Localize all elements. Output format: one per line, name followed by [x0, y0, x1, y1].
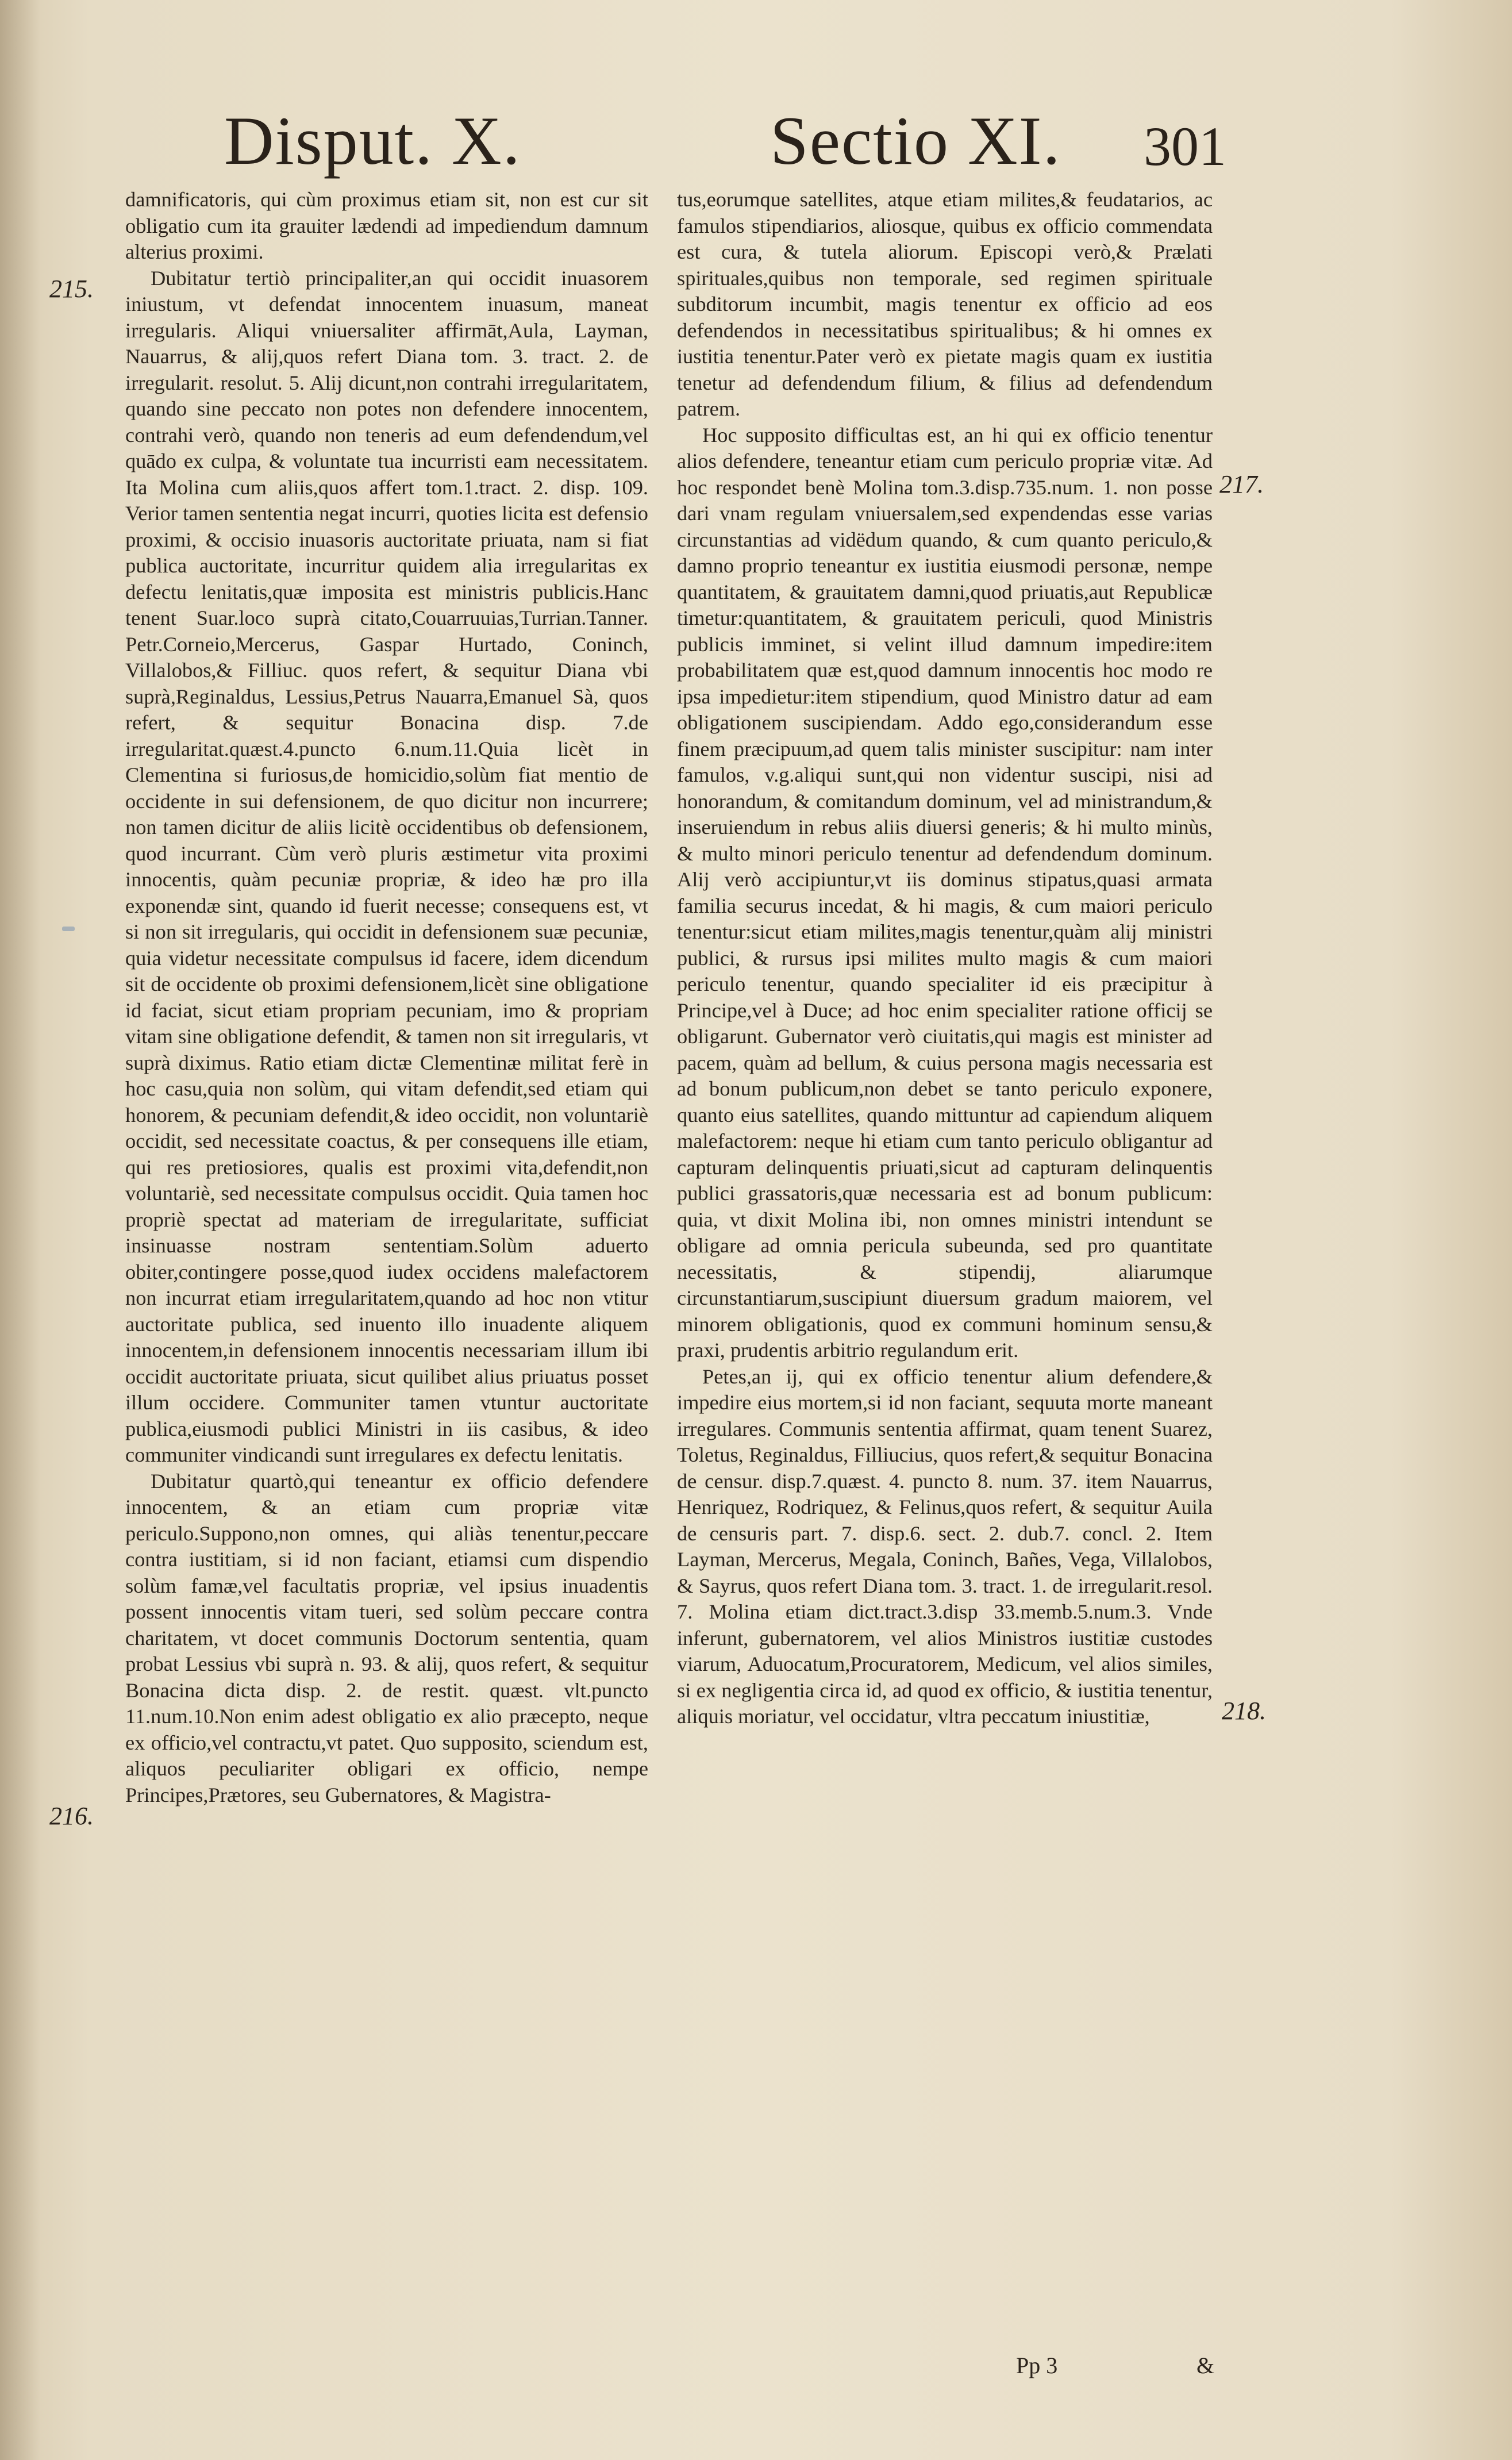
running-header	[0, 98, 1512, 190]
margin-number-216: 216.	[49, 1802, 94, 1830]
header-disputation: Disput. X.	[224, 102, 521, 179]
gutter-shadow	[0, 0, 40, 2460]
margin-number-215: 215.	[49, 275, 94, 303]
margin-number-218: 218.	[1222, 1697, 1266, 1725]
left-column	[125, 187, 648, 1808]
paragraph-continuation: damnificatoris, qui cùm proximus etiam sit, non est cur sit obligatio cum ita grauiter lædendi ad impediendum damnum alterius proximi.	[125, 188, 648, 263]
margin-pencil-mark	[62, 927, 75, 931]
catchword: &	[1196, 2353, 1215, 2378]
signature-mark: Pp 3	[1016, 2353, 1058, 2378]
right-column	[677, 187, 1213, 1730]
margin-number-217: 217.	[1219, 470, 1264, 498]
header-section: Sectio XI.	[770, 102, 1061, 179]
paragraph-218: Petes,an ij, qui ex officio tenentur alium defendere,& impedire eius mortem,si id non faciant, sequuta morte maneant irregulares. Communis sententia affirmat, quam tenent Suarez, Toletus, Reginaldus, Filliucius, quos refert,& sequitur Bonacina de censur. disp.7.quæst. 4. puncto 8. num. 37. item Nauarrus, Henriquez, Rodriquez, & Felinus,quos refert, & sequitur Auila de censuris part. 7. disp.6. sect. 2. dub.7. concl. 2. Item Layman, Mercerus, Megala, Coninch, Bañes, Vega, Villalobos, & Sayrus, quos refert Diana tom. 3. tract. 1. de irregularit.resol. 7. Molina etiam dict.tract.3.disp 33.memb.5.num.3. Vnde inferunt, gubernatorem, vel alios Ministros iustitiæ custodes viarum, Aduocatum,Procuratorem, Medicum, vel alios similes, si ex negligentia circa id, ad quod ex officio, & iustitia tenentur, aliquis moriatur, vel occidatur, vltra peccatum iniustitiæ,	[677, 1364, 1213, 1728]
paragraph-215: Dubitatur tertiò principaliter,an qui occidit inuasorem iniustum, vt defendat innocentem inuasum, maneat irregularis. Aliqui vniuersaliter affirmāt,Aula, Layman, Nauarrus, & alij,quos refert Diana tom. 3. tract. 2. de irregularit. resolut. 5. Alij dicunt,non contrahi irregularitatem, quando sine peccato non potes non defendere innocentem, contrahi verò, quando non teneris ad eum defendendum,vel quādo ex culpa, & voluntate tua incurristi eam necessitatem. Ita Molina cum aliis,quos affert tom.1.tract. 2. disp. 109. Verior tamen sententia negat incurri, quoties licita est defensio proximi, & occisio inuasoris auctoritate priuata, nam si fiat publica auctoritate, incurritur quidem alia irregularitas ex defectu lenitatis,quæ imposita est ministris publicis.Hanc tenent Suar.loco suprà citato,Couarruuias,Turrian.Tanner. Petr.Corneio,Mercerus, Gaspar Hurtado, Coninch, Villalobos,& Filliuc. quos refert, & sequitur Diana vbi suprà,Reginaldus, Lessius,Petrus Nauarra,Emanuel Sà, quos refert, & sequitur Bonacina disp. 7.de irregularitat.quæst.4.puncto 6.num.11.Quia licèt in Clementina si furiosus,de homicidio,solùm fiat mentio de occidente in sui defensionem, de quo dicitur non incurrere; non tamen dicitur de aliis licitè occidentibus ob defensionem, quod incurrant. Cùm verò pluris æstimetur vita proximi innocentis, quàm pecuniæ propriæ, & ideo hæ pro illa exponendæ sint, quando id fuerit necesse; consequens est, vt si non sit irregularis, qui occidit in defensionem suæ pecuniæ, quia videtur necessitate compulsus id facere, idem dicendum sit de occidente ob proximi defensionem,licèt sine obligatione id faciat, sicut etiam propriam pecuniam, imo & propriam vitam sine obligatione defendit, & tamen non sit irregularis, vt suprà diximus. Ratio etiam dictæ Clementinæ militat ferè in hoc casu,quia non solùm, qui vitam defendit,sed etiam qui honorem, & pecuniam defendit,& ideo occidit, non voluntariè occidit, sed necessitate coactus, & per consequens ille etiam, qui res pretiosiores, qualis est proximi vita,defendit,non voluntariè, sed necessitate compulsus occidit. Quia tamen hoc propriè spectat ad materiam de irregularitate, sufficiat insinuasse nostram sententiam.Solùm aduerto obiter,contingere posse,quod iudex occidens malefactorem non incurrat etiam irregularitatem,quando ad hoc non vtitur auctoritate publica, sed inuento illo inuadente aliquem innocentem,in defensionem innocentis necessariam illum ibi occidit auctoritate priuata, sicut quilibet alius priuatus posset illum occidere. Communiter tamen vtuntur auctoritate publica,eiusmodi publici Ministri in iis casibus, & ideo communiter vindicandi sunt irregulares ex defectu lenitatis.	[125, 266, 648, 1466]
paragraph-216: Dubitatur quartò,qui teneantur ex officio defendere innocentem, & an etiam cum propriæ vitæ periculo.Suppono,non omnes, qui aliàs tenentur,peccare contra iustitiam, si id non faciant, etiamsi cum dispendio solùm famæ,vel facultatis propriæ, vel ipsius inuadentis possent innocentis vitam tueri, sed solùm peccare contra charitatem, vt docet communis Doctorum sententia, quam probat Lessius vbi suprà n. 93. & alij, quos refert, & sequitur Bonacina dicta disp. 2. de restit. quæst. vlt.puncto 11.num.10.Non enim adest obligatio ex alio præcepto, neque ex officio,vel contractu,vt patet. Quo supposito, sciendum est, aliquos peculiariter obligari ex officio, nempe Principes,Prætores, seu Gubernatores, & Magistra-	[125, 1469, 648, 1806]
paragraph-217: Hoc supposito difficultas est, an hi qui ex officio tenentur alios defendere, teneantur etiam cum periculo propriæ vitæ. Ad hoc respondet benè Molina tom.3.disp.735.num. 1. non posse dari vnam regulam vniuersalem,sed expendendas esse varias circunstantias ad vidëdum quando, & cum quanto periculo,& damno proprio teneantur ex iustitia eiusmodi personæ, nempe quantitatem, & grauitatem damni,quod priuatis,aut Republicæ timetur:quantitatem, & grauitatem periculi, quod Ministris publicis imminet, si velint illud damnum impedire:item probabilitatem quæ est,quod damnum innocentis hoc modo re ipsa impedietur:item stipendium, quod Ministro datur ad eam obligationem suscipiendam. Addo ego,considerandum esse finem præcipuum,ad quem talis minister suscipitur: nam inter famulos, v.g.aliqui sunt,qui non videntur suscipi, nisi ad honorandum, & comitandum dominum, vel ad ministrandum,& inseruiendum in rebus aliis diuersi generis; & hi multo minùs, & multo minori periculo tenentur ad defendendum dominum. Alij verò accipiuntur,vt iis dominus stipatus,quasi armata familia securus incedat, & hi magis, & cum maiori periculo tenentur:sicut etiam milites,magis tenentur,quàm alij ministri publici, & rursus ipsi milites multo magis & cum maiori periculo tenentur, quando specialiter id eis præcipitur à Principe,vel à Duce; ad hoc enim specialiter ratione officij se obligarunt. Gubernator verò ciuitatis,qui magis est minister ad pacem, quàm ad bellum, & cuius persona magis necessaria est ad bonum publicum,non debet se tanto periculo exponere, quanto eius satellites, quando mittuntur ad capiendum aliquem malefactorem: neque hi etiam cum tanto periculo obligantur ad capturam delinquentis priuati,sicut ad capturam delinquentis publici grassatoris,quæ necessaria est ad bonum publicum: quia, vt dixit Molina ibi, non omnes ministri intendunt se obligare ad omnia pericula subeunda, sed pro quantitate necessitatis, & stipendij, aliarumque circunstantiarum,suscipiunt diuersum gradum maiorem, vel minorem obligationis, quod ex communi hominum sensu,& praxi, prudentis arbitrio regulandum erit.	[677, 423, 1213, 1362]
page-number: 301	[1144, 116, 1226, 177]
paragraph-continuation-right: tus,eorumque satellites, atque etiam milites,& feudatarios, ac famulos stipendiarios, aliosque, quibus ex officio commendata est cura, & tutela aliorum. Episcopi verò,& Prælati spirituales,quibus non temporale, sed regimen spirituale subditorum incumbit, magis tenentur ex officio ad eos defendendos in necessitatibus spiritualibus; & hi omnes ex iustitia tenentur.Pater verò ex pietate magis quam ex iustitia tenetur ad defendendum filium, & filius ad defendendum patrem.	[677, 188, 1213, 420]
